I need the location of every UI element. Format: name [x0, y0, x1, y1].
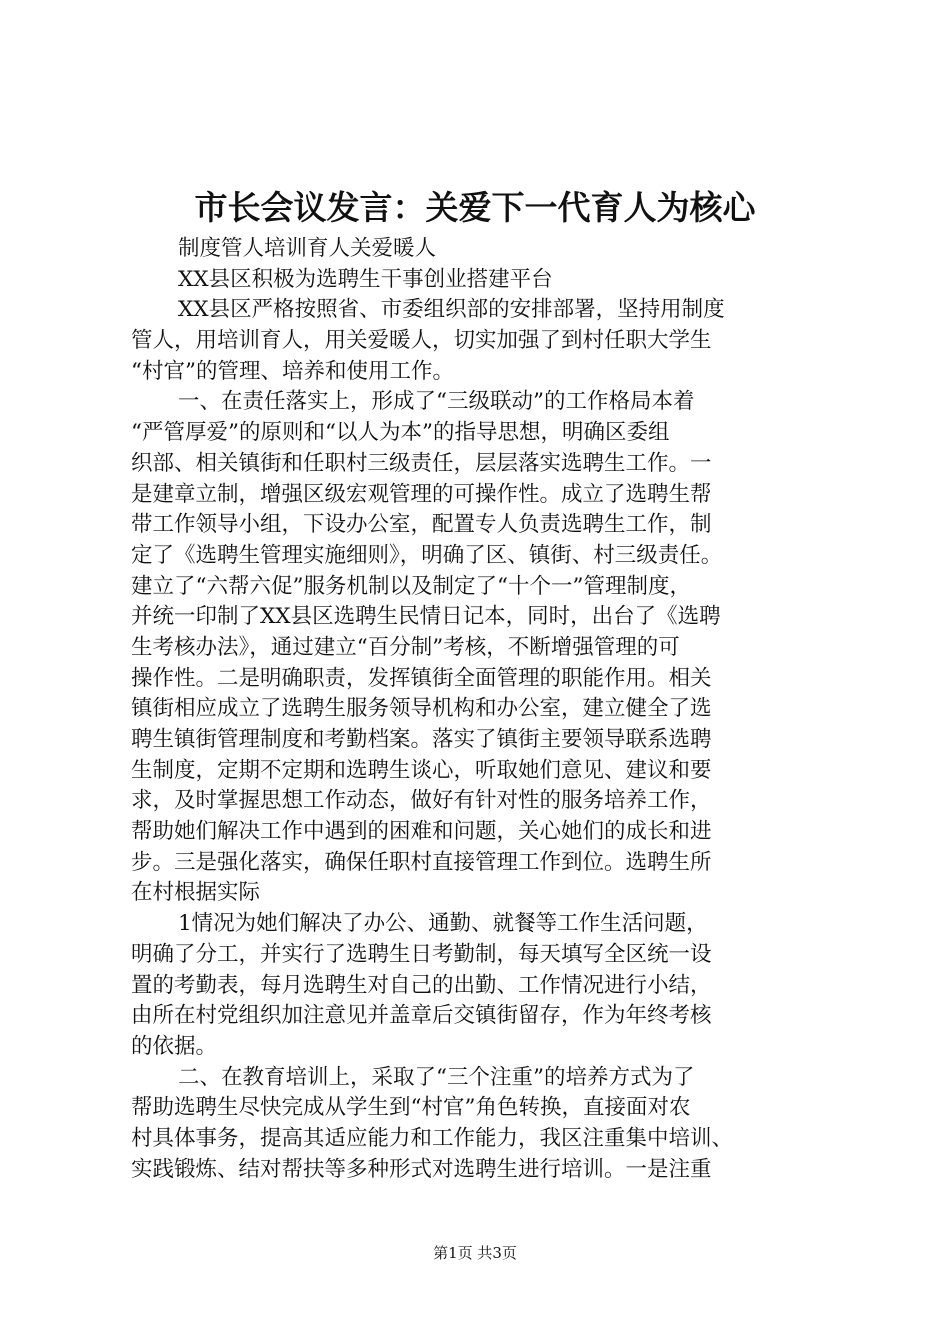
body-line: 帮助她们解决工作中遇到的困难和问题，关心她们的成长和进 [131, 819, 712, 845]
body-line: 生制度，定期不定期和选聘生谈心，听取她们意见、建议和要 [131, 757, 712, 783]
body-line: XX县区积极为选聘生干事创业搭建平台 [178, 266, 553, 292]
body-line: 村具体事务，提高其适应能力和工作能力，我区注重集中培训、 [131, 1125, 734, 1151]
body-line: 带工作领导小组，下设办公室，配置专人负责选聘生工作，制 [131, 512, 712, 538]
body-line: 镇街相应成立了选聘生服务领导机构和办公室，建立健全了选 [131, 696, 712, 722]
body-line: 定了《选聘生管理实施细则》，明确了区、镇街、村三级责任。 [131, 542, 723, 568]
body-line: 制度管人培训育人关爱暖人 [178, 236, 437, 261]
body-line: 生考核办法》，通过建立“百分制”考核，不断增强管理的可 [131, 634, 680, 660]
body-line: 管人，用培训育人，用关爱暖人，切实加强了到村任职大学生 [131, 328, 712, 354]
body-line: 一、在责任落实上，形成了“三级联动”的工作格局本着 [178, 389, 695, 415]
body-line: 建立了“六帮六促”服务机制以及制定了“十个一”管理制度， [131, 573, 691, 599]
body-line: 帮助选聘生尽快完成从学生到“村官”角色转换，直接面对农 [131, 1095, 691, 1121]
page-footer: 第1页 共3页 [433, 1244, 517, 1262]
body-line: 1情况为她们解决了办公、通勤、就餐等工作生活问题， [178, 911, 708, 937]
body-line: 由所在村党组织加注意见并盖章后交镇街留存，作为年终考核 [131, 1003, 712, 1029]
body-line: 的依据。 [131, 1033, 218, 1059]
body-line: 织部、相关镇街和任职村三级责任，层层落实选聘生工作。一 [131, 450, 712, 476]
body-line: XX县区严格按照省、市委组织部的安排部署，坚持用制度 [178, 297, 725, 323]
body-line: 明确了分工，并实行了选聘生日考勤制，每天填写全区统一设 [131, 941, 712, 967]
body-line: 聘生镇街管理制度和考勤档案。落实了镇街主要领导联系选聘 [131, 727, 712, 752]
body-line: 并统一印制了XX县区选聘生民情日记本，同时，出台了《选聘 [131, 604, 721, 630]
body-line: 步。三是强化落实，确保任职村直接管理工作到位。选聘生所 [131, 849, 712, 875]
body-line: 在村根据实际 [131, 880, 261, 906]
document-title: 市长会议发言：关爱下一代育人为核心 [194, 188, 756, 227]
body-line: 实践锻炼、结对帮扶等多种形式对选聘生进行培训。一是注重 [131, 1156, 712, 1182]
body-line: 求，及时掌握思想工作动态，做好有针对性的服务培养工作， [131, 788, 712, 814]
body-line: 是建章立制，增强区级宏观管理的可操作性。成立了选聘生帮 [131, 481, 712, 507]
body-line: “村官”的管理、培养和使用工作。 [131, 358, 454, 384]
body-line: 置的考勤表，每月选聘生对自己的出勤、工作情况进行小结， [131, 972, 712, 998]
body-line: “严管厚爱”的原则和“以人为本”的指导思想，明确区委组 [131, 420, 670, 446]
body-line: 二、在教育培训上，采取了“三个注重”的培养方式为了 [178, 1064, 695, 1090]
document-body [131, 234, 831, 1185]
body-line: 操作性。二是明确职责，发挥镇街全面管理的职能作用。相关 [131, 665, 712, 691]
